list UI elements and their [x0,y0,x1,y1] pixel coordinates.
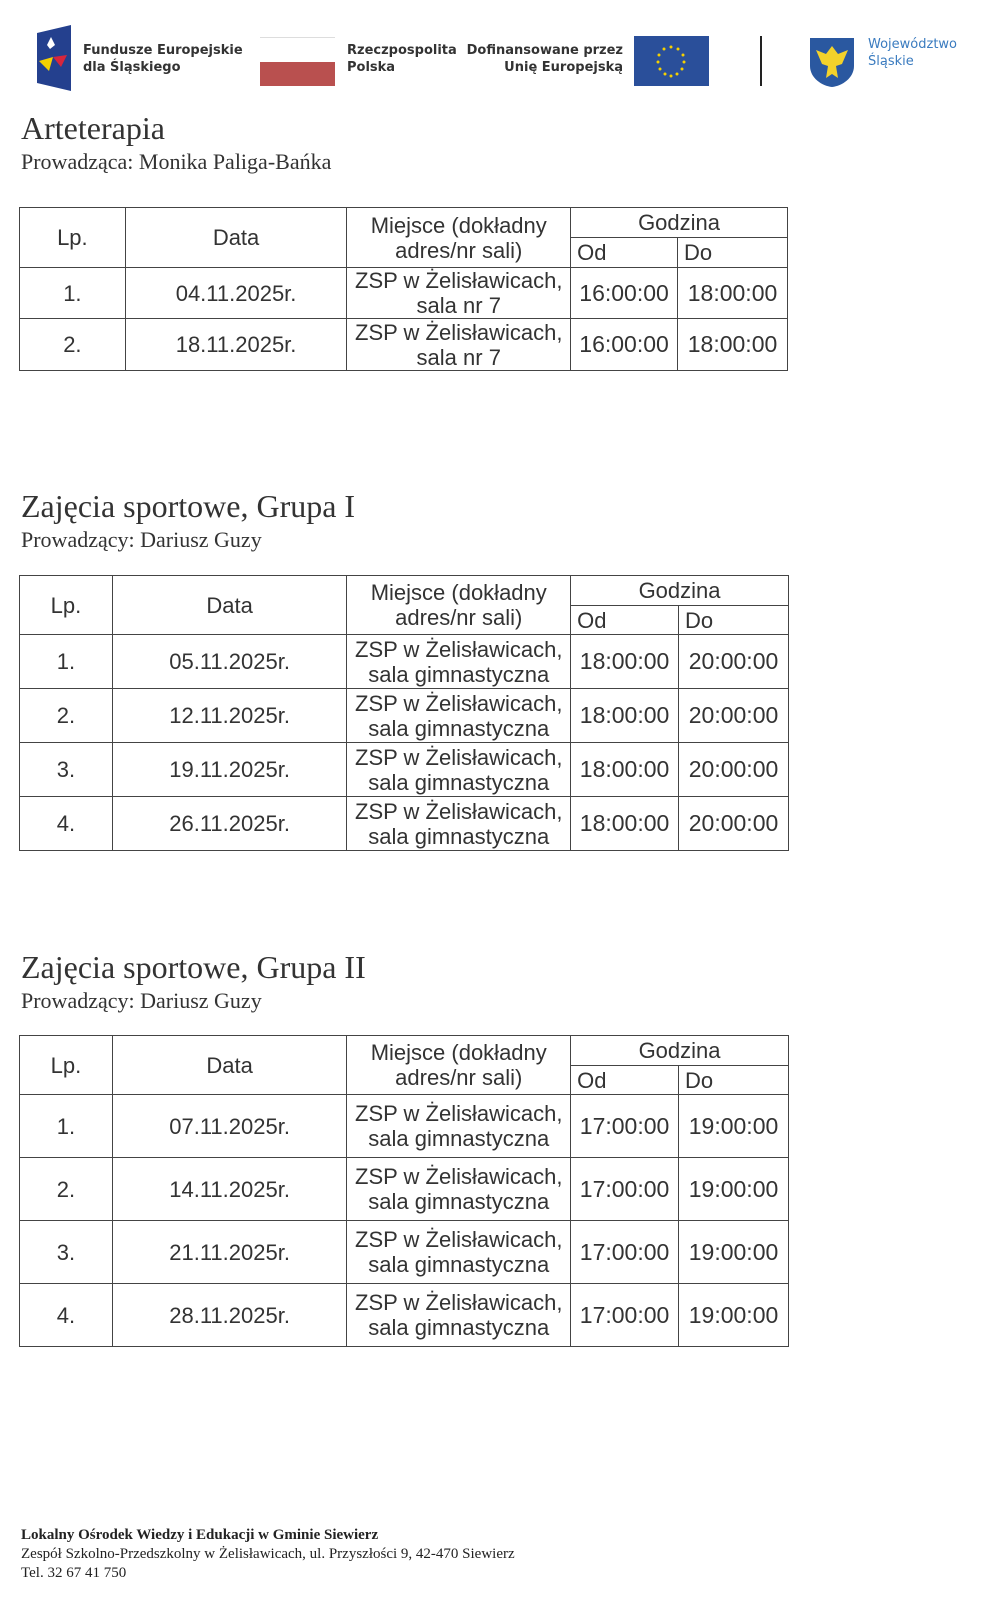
eu-logo-text [460,42,623,76]
section-leader: Prowadzący: Dariusz Guzy [21,988,262,1013]
table-row [20,689,789,743]
col-miejsce-line-2: adres/nr sali) [395,605,523,630]
footer-address: Zespół Szkolno-Przedszkolny w Żelisławicach, ul. Przyszłości 9, 42-470 Siewierz [21,1546,515,1562]
col-do: Do [679,1066,789,1095]
col-do: Do [678,238,788,268]
cell-lp: 3. [20,1221,113,1284]
cell-od: 18:00:00 [571,635,679,689]
cell-do: 20:00:00 [679,689,789,743]
cell-lp: 4. [20,1284,113,1347]
col-od: Od [571,238,678,268]
cell-miejsce [347,1095,571,1158]
cell-do: 18:00:00 [678,319,788,371]
section-leader: Prowadzący: Dariusz Guzy [21,527,262,552]
section-title: Arteterapia [21,110,165,146]
cell-do: 20:00:00 [679,743,789,797]
miejsce-line-1: ZSP w Żelisławicach, [355,636,563,662]
cell-lp: 1. [20,635,113,689]
col-miejsce [347,1036,571,1095]
cell-miejsce [347,635,571,689]
miejsce-line-1: ZSP w Żelisławicach, [355,268,563,293]
cell-data: 07.11.2025r. [112,1095,347,1158]
cell-lp: 2. [20,1158,113,1221]
miejsce-line-1: ZSP w Żelisławicach, [355,690,563,716]
table-row [20,797,789,851]
cell-od: 16:00:00 [571,319,678,371]
cell-data: 26.11.2025r. [112,797,347,851]
slaskie-coat-of-arms-icon [808,36,856,93]
cell-do: 19:00:00 [679,1221,789,1284]
col-godzina: Godzina [571,576,789,606]
cell-miejsce [347,1221,571,1284]
col-godzina: Godzina [571,208,788,238]
section-title: Zajęcia sportowe, Grupa II [21,949,366,985]
cell-od: 18:00:00 [571,743,679,797]
table-row [20,743,789,797]
col-data: Data [112,576,347,635]
col-lp: Lp. [20,1036,113,1095]
table-row [20,635,789,689]
fe-line-1: Fundusze Europejskie [83,43,243,58]
cell-od: 17:00:00 [571,1158,679,1221]
miejsce-line-1: ZSP w Żelisławicach, [355,319,563,345]
schedule-table [19,207,788,371]
col-lp: Lp. [20,576,113,635]
cell-od: 18:00:00 [571,689,679,743]
cell-od: 18:00:00 [571,797,679,851]
cell-od: 17:00:00 [571,1095,679,1158]
table-row [20,319,788,371]
fe-logo-text [83,42,243,76]
cell-do: 19:00:00 [679,1158,789,1221]
schedule-table [19,575,789,851]
cell-miejsce [347,1284,571,1347]
cell-data: 18.11.2025r. [125,319,347,371]
cell-miejsce [347,319,571,371]
polish-flag [260,37,335,86]
slaskie-line-2: Śląskie [868,54,914,69]
miejsce-line-2: sala gimnastyczna [368,1126,550,1151]
col-miejsce-line-1: Miejsce (dokładny [370,1040,547,1065]
table-row [20,1221,789,1284]
eu-line-2: Unię Europejską [504,60,623,75]
cell-miejsce [347,1158,571,1221]
section-title: Zajęcia sportowe, Grupa I [21,488,356,524]
cell-od: 16:00:00 [571,268,678,319]
cell-lp: 2. [20,689,113,743]
eu-line-1: Dofinansowane przez [466,43,623,58]
miejsce-line-2: sala nr 7 [416,344,501,370]
miejsce-line-2: sala nr 7 [416,293,501,318]
slaskie-line-1: Województwo [868,37,958,52]
cell-do: 19:00:00 [679,1095,789,1158]
table-row [20,1095,789,1158]
miejsce-line-1: ZSP w Żelisławicach, [355,744,563,770]
cell-lp: 4. [20,797,113,851]
header-divider [760,36,762,86]
fe-logo [37,25,71,91]
col-miejsce-line-1: Miejsce (dokładny [370,212,547,238]
cell-data: 21.11.2025r. [112,1221,347,1284]
rp-line-2: Polska [347,60,396,75]
miejsce-line-2: sala gimnastyczna [368,1189,550,1214]
miejsce-line-2: sala gimnastyczna [368,715,550,741]
miejsce-line-2: sala gimnastyczna [368,1315,550,1340]
miejsce-line-1: ZSP w Żelisławicach, [355,798,563,824]
table-row [20,1158,789,1221]
col-od: Od [571,606,679,635]
rp-logo-text [347,42,457,76]
cell-od: 17:00:00 [571,1284,679,1347]
eu-flag [634,36,709,86]
cell-miejsce [347,797,571,851]
col-godzina: Godzina [571,1036,789,1066]
col-data: Data [112,1036,347,1095]
footer-org: Lokalny Ośrodek Wiedzy i Edukacji w Gminie Siewierz [21,1527,379,1543]
cell-data: 05.11.2025r. [112,635,347,689]
miejsce-line-1: ZSP w Żelisławicach, [355,1227,563,1252]
cell-data: 12.11.2025r. [112,689,347,743]
col-data: Data [125,208,347,268]
cell-lp: 2. [20,319,126,371]
cell-miejsce [347,268,571,319]
col-do: Do [679,606,789,635]
miejsce-line-1: ZSP w Żelisławicach, [355,1290,563,1315]
cell-do: 19:00:00 [679,1284,789,1347]
fe-line-2: dla Śląskiego [83,60,181,75]
miejsce-line-2: sala gimnastyczna [368,661,550,687]
table-row [20,1284,789,1347]
footer-phone: Tel. 32 67 41 750 [21,1565,127,1581]
cell-data: 19.11.2025r. [112,743,347,797]
col-miejsce [347,208,571,268]
miejsce-line-2: sala gimnastyczna [368,823,550,849]
schedule-table [19,1035,789,1347]
cell-do: 18:00:00 [678,268,788,319]
cell-do: 20:00:00 [679,797,789,851]
col-miejsce-line-2: adres/nr sali) [395,237,523,263]
table-row [20,268,788,319]
col-miejsce-line-2: adres/nr sali) [395,1065,523,1090]
section-leader: Prowadząca: Monika Paliga-Bańka [21,149,332,174]
col-miejsce [347,576,571,635]
miejsce-line-2: sala gimnastyczna [368,769,550,795]
miejsce-line-2: sala gimnastyczna [368,1252,550,1277]
cell-do: 20:00:00 [679,635,789,689]
slaskie-logo-text [868,36,957,70]
col-miejsce-line-1: Miejsce (dokładny [370,580,547,605]
cell-miejsce [347,743,571,797]
cell-miejsce [347,689,571,743]
cell-lp: 3. [20,743,113,797]
rp-line-1: Rzeczpospolita [347,43,457,58]
cell-data: 28.11.2025r. [112,1284,347,1347]
cell-data: 14.11.2025r. [112,1158,347,1221]
cell-od: 17:00:00 [571,1221,679,1284]
miejsce-line-1: ZSP w Żelisławicach, [355,1101,563,1126]
cell-lp: 1. [20,268,126,319]
miejsce-line-1: ZSP w Żelisławicach, [355,1164,563,1189]
cell-data: 04.11.2025r. [125,268,347,319]
footer [21,1526,515,1583]
cell-lp: 1. [20,1095,113,1158]
col-od: Od [571,1066,679,1095]
col-lp: Lp. [20,208,126,268]
